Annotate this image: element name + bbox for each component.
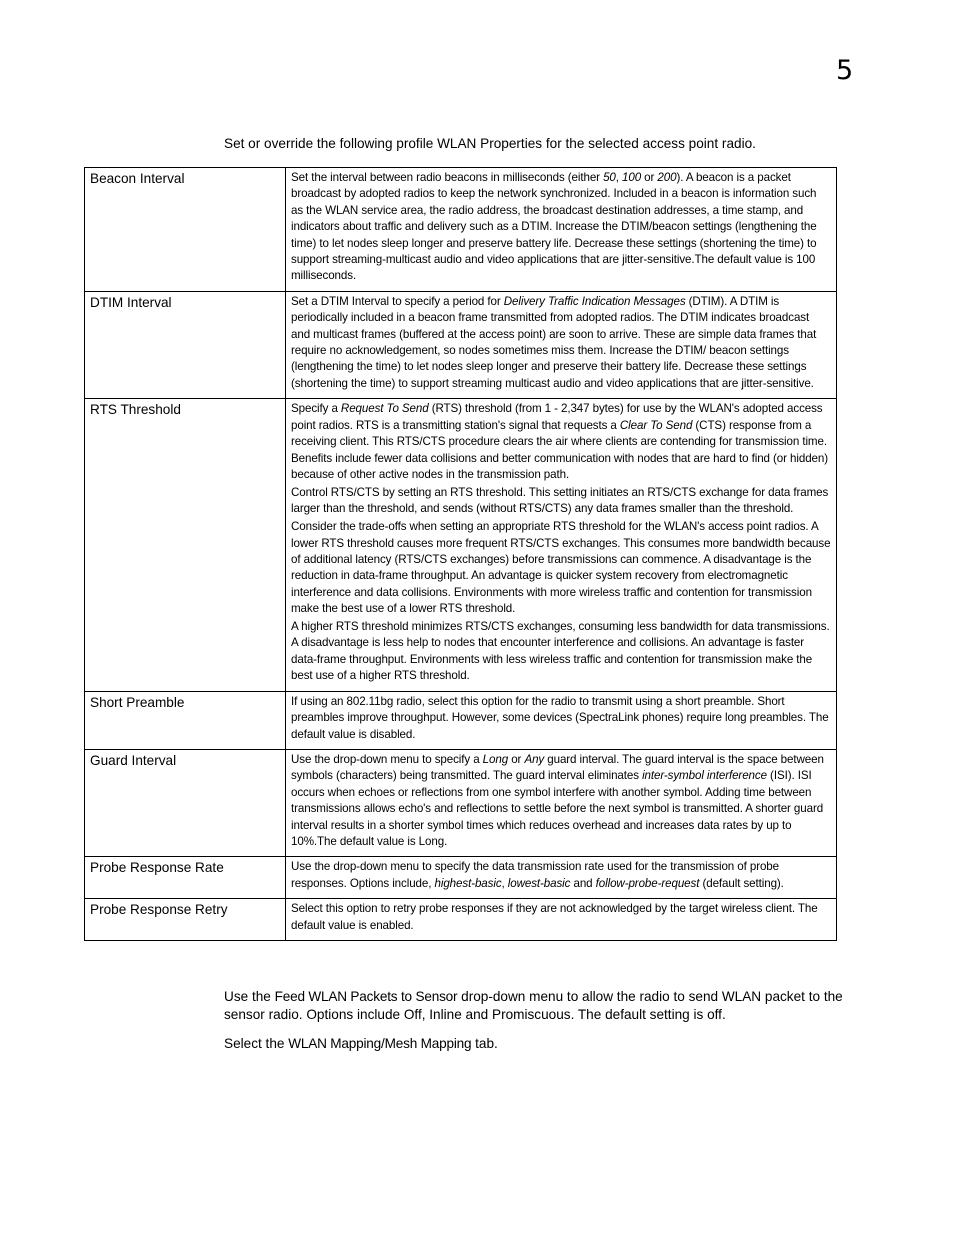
table-row [85,749,837,856]
text-segment: (CTS) response from a receiving client. This RTS/CTS procedure clears the air where clients are contending for transmission time. Benefits include fewer data collisions and better communication with nodes that are hard to find (or hidden) because of other active nodes in the transmission path. [291,418,828,481]
select-tab-paragraph [224,1035,874,1053]
emphasized-term: Any [524,752,545,766]
description-paragraph [291,859,831,892]
table-row [85,899,837,941]
property-description [286,399,837,691]
property-description [286,749,837,856]
text-segment: , [501,876,508,890]
property-description [286,691,837,749]
description-paragraph [291,901,831,934]
emphasized-term: Request To Send [340,402,429,416]
text-segment: Set a DTIM Interval to specify a period for [291,294,504,308]
text-segment: ). A beacon is a packet broadcast by adopted radios to keep the network synchronized. Included in a beacon is information such as the WLAN service area, the radio address, the broadcast destination addresses, a time stamp, and indicators about traffic and delivery such as a DTIM. Increase the DTIM/beacon settings (lengthening the time) to let nodes sleep longer and preserve battery life. Decrease these settings (shortening the time) to support streaming-multicast audio and video applications that are jitter-sensitive.The default value is 100 milliseconds. [291,171,817,283]
description-paragraph [291,694,831,743]
text-segment: (RTS) threshold (from 1 - 2,347 bytes) for use by the WLAN's adopted access point radios. RTS is a transmitting station's signal that requests a [291,402,823,432]
property-description [286,291,837,398]
property-name: Short Preamble [85,691,286,749]
text-segment: guard interval. The guard interval is the space between symbols (characters) being transmitted. The guard interval eliminates [291,752,824,783]
text-segment: or [641,171,658,184]
description-paragraph [291,519,831,617]
emphasized-term: Long [482,752,509,766]
emphasized-term: inter-symbol interference [642,769,767,783]
text-segment: (default setting). [699,876,784,890]
property-name: Probe Response Retry [85,899,286,941]
description-paragraph [291,485,831,518]
text-segment: Use the drop-down menu to specify a [291,752,483,766]
text-segment: Select this option to retry probe responses if they are not acknowledged by the target wireless client. The default value is enabled. [291,902,818,932]
property-description [286,857,837,899]
table-row [85,291,837,398]
ui-term-feed-wlan-packets: Feed WLAN Packets to Sensor [274,989,458,1004]
emphasized-term: highest-basic [434,876,502,890]
text-segment: Set the interval between radio beacons in milliseconds (either [291,171,604,184]
table-row [85,857,837,899]
text-segment: Use the drop-down menu to specify the data transmission rate used for the transmission of probe responses. Options include, [291,860,780,890]
emphasized-term: lowest-basic [507,876,571,890]
text-segment: Consider the trade-offs when setting an appropriate RTS threshold for the WLAN's access point radios. A lower RTS threshold causes more frequent RTS/CTS exchanges. This consumes more bandwidth because of additional latency (RTS/CTS exchanges) before transmissions can commence. A disadvantage is the reduction in data-frame throughput. An advantage is quicker system recovery from electromagnetic interference and data collisions. Environments with more wireless traffic and contention for transmission make the best use of a lower RTS threshold. [291,520,831,616]
text-segment: (DTIM). A DTIM is periodically included in a beacon frame transmitted from adopted radios. The DTIM indicates broadcast and multicast frames (buffered at the access point) are soon to arrive. These are simple data frames that require no acknowledgement, so nodes sometimes miss them. Increase the DTIM/ beacon settings (lengthening the time) to let nodes sleep longer and preserve their battery life. Decrease these settings (shortening the time) to support streaming multicast audio and video applications that are jitter-sensitive. [291,294,817,390]
description-paragraph [291,619,831,685]
emphasized-term: follow-probe-request [595,876,700,890]
feed-packets-paragraph [224,988,874,1025]
property-description [286,168,837,292]
description-paragraph [291,752,831,850]
table-row [85,691,837,749]
text-segment: drop-down menu to allow the radio to send WLAN packet to the sensor radio. Options include Off, Inline and Promiscuous. The default setting is off. [224,989,843,1023]
emphasized-term: Clear To Send [619,418,693,432]
emphasized-term: Delivery Traffic Indication Messages [503,294,686,308]
text-segment: Select the [224,1036,289,1051]
description-paragraph [291,170,831,285]
text-segment: If using an 802.11bg radio, select this option for the radio to transmit using a short preamble. Short preambles improve throughput. However, some devices (SpectraLink phones) require long preambles. The default value is disabled. [291,694,829,741]
table-row [85,399,837,691]
property-name: Beacon Interval [85,168,286,292]
table-row [85,168,837,292]
property-name: RTS Threshold [85,399,286,691]
table-body [85,168,837,941]
text-segment: Control RTS/CTS by setting an RTS threshold. This setting initiates an RTS/CTS exchange for data frames larger than the threshold, and sends (without RTS/CTS) any data frames smaller than the threshold. [291,485,829,516]
text-segment: (ISI). ISI occurs when echoes or reflections from one symbol interfere with another symbol. Adding time between transmissions allows echo's and reflections to settle before the next symbol is transmitted. A shorter guard interval results in a shorter symbol times which reduces overhead and increases data rates by up to 10%.The default value is Long. [291,769,824,848]
emphasized-term: 50 [603,171,616,184]
emphasized-term: 100 [622,171,642,184]
text-segment: tab. [471,1036,498,1051]
property-description [286,899,837,941]
ui-term-wlan-mapping-tab: WLAN Mapping/Mesh Mapping [288,1036,472,1051]
property-name: DTIM Interval [85,291,286,398]
emphasized-term: 200 [657,171,677,184]
property-name: Guard Interval [85,749,286,856]
text-segment: A higher RTS threshold minimizes RTS/CTS exchanges, consuming less bandwidth for data transmissions. A disadvantage is less help to nodes that encounter interference and collisions. An advantage is faster data-frame throughput. Environments with less wireless traffic and contention for transmission make the best use of a higher RTS threshold. [291,620,830,683]
intro-text: Set or override the following profile WLAN Properties for the selected access point radio. [224,136,756,151]
description-paragraph [291,294,831,392]
text-segment: and [570,876,596,890]
wlan-properties-table [84,167,837,941]
text-segment: or [508,752,525,766]
text-segment: , [615,171,623,184]
text-segment: Specify a [291,402,341,416]
description-paragraph [291,401,831,483]
text-segment: Use the [224,989,275,1004]
chapter-number: 5 [836,55,854,86]
property-name: Probe Response Rate [85,857,286,899]
